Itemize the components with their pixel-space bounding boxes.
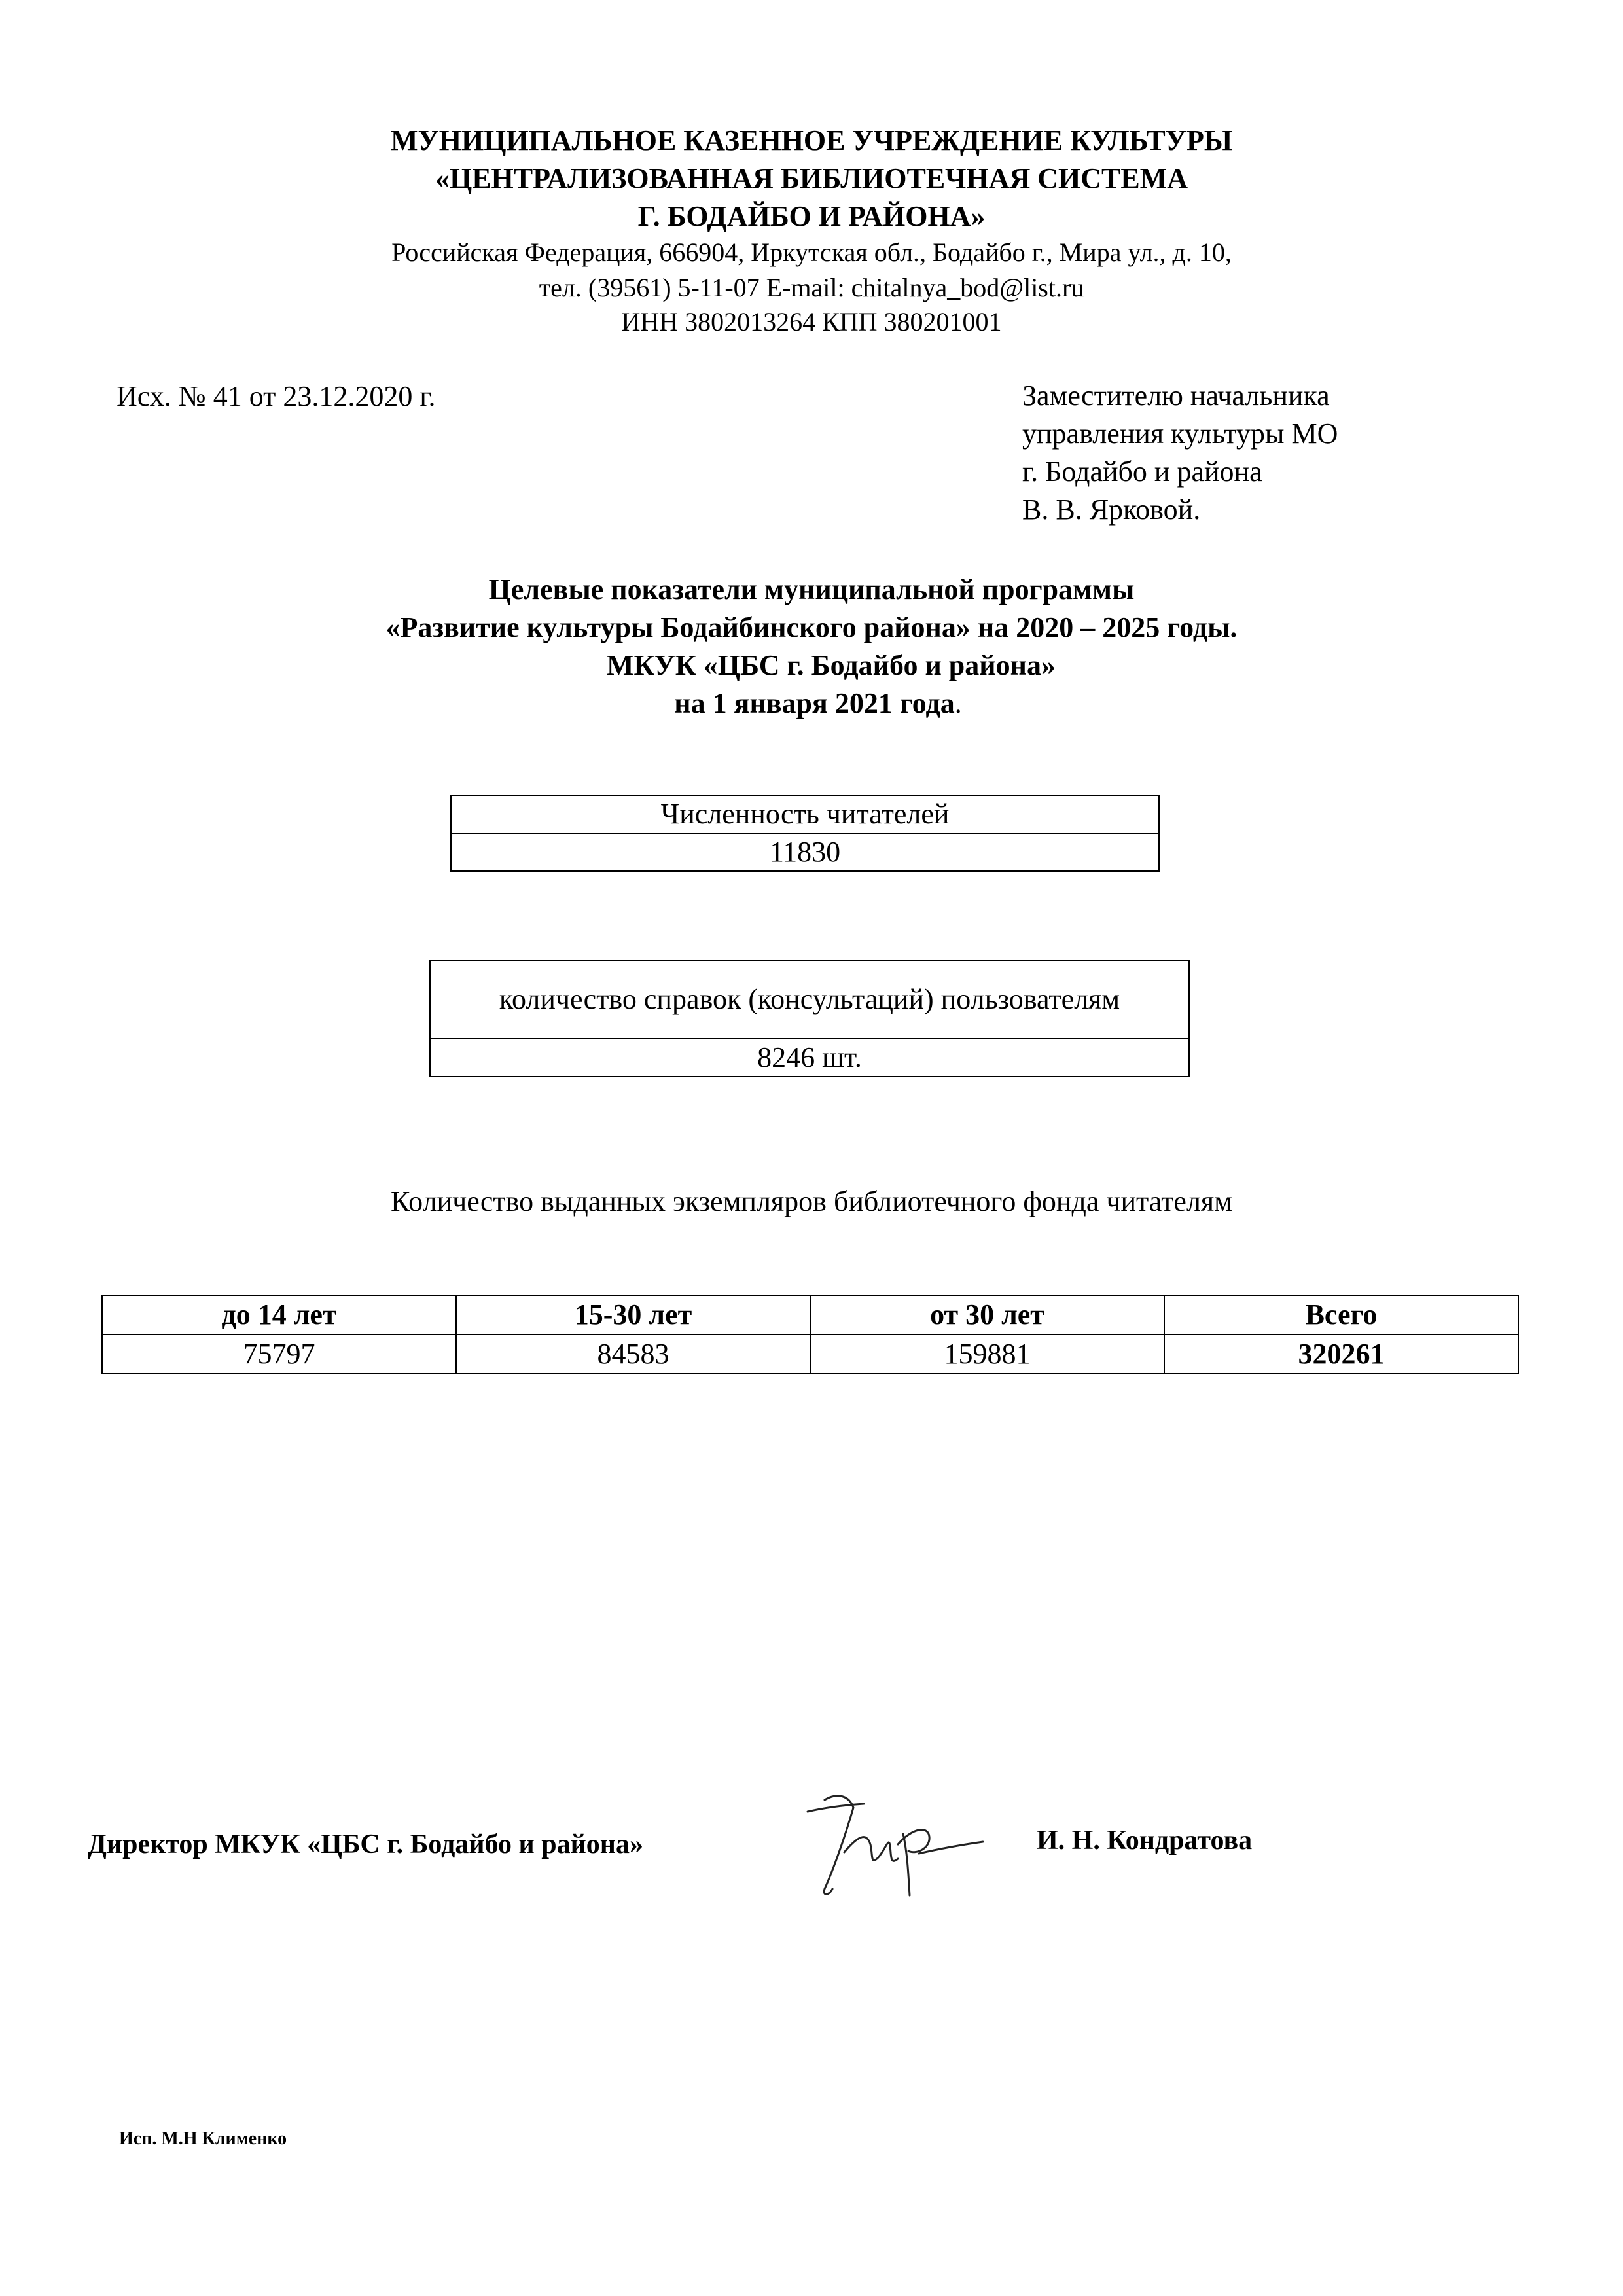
readers-value: 11830: [451, 833, 1159, 871]
addressee-line-3: г. Бодайбо и района: [1022, 456, 1262, 488]
readers-table: [450, 795, 1160, 872]
org-tax-ids: ИНН 3802013264 КПП 380201001: [621, 307, 1002, 336]
references-table: [429, 960, 1190, 1077]
signatory-name: И. Н. Кондратова: [1037, 1825, 1253, 1856]
document-date: на 1 января 2021 года: [674, 687, 955, 719]
org-name-line-2: «ЦЕНТРАЛИЗОВАННАЯ БИБЛИОТЕЧНАЯ СИСТЕМА: [435, 162, 1188, 194]
addressee-line-2: управления культуры МО: [1022, 418, 1338, 450]
org-name-line-3: Г. БОДАЙБО И РАЙОНА»: [637, 200, 986, 232]
org-name-line-1: МУНИЦИПАЛЬНОЕ КАЗЕННОЕ УЧРЕЖДЕНИЕ КУЛЬТУРЫ: [390, 124, 1233, 156]
issued-total-cell: 320261: [1164, 1335, 1518, 1374]
issued-value-row: [102, 1335, 1518, 1374]
document-title-line-1: Целевые показатели муниципальной программы: [488, 573, 1135, 605]
document-title-period: .: [954, 687, 962, 719]
readers-header: Численность читателей: [451, 795, 1159, 833]
issued-caption: Количество выданных экземпляров библиотечного фонда читателям: [391, 1185, 1232, 1217]
issued-header-cell: 15-30 лет: [456, 1295, 810, 1335]
references-header: количество справок (консультаций) пользователям: [430, 960, 1189, 1039]
addressee-line-1: Заместителю начальника: [1022, 380, 1330, 412]
document-title-line-2: «Развитие культуры Бодайбинского района» на 2020 – 2025 годы.: [385, 611, 1238, 643]
issued-value-cell: 84583: [456, 1335, 810, 1374]
signatory-position: Директор МКУК «ЦБС г. Бодайбо и района»: [88, 1829, 643, 1859]
document-title-line-4: [0, 683, 1623, 724]
issued-header-cell: до 14 лет: [102, 1295, 456, 1335]
addressee-block: [1022, 377, 1338, 529]
addressee-line-4: В. В. Ярковой.: [1022, 493, 1201, 526]
org-contacts: тел. (39561) 5-11-07 E-mail: chitalnya_bod@list.ru: [539, 273, 1084, 302]
issued-header-cell: Всего: [1164, 1295, 1518, 1335]
issued-value-cell: 159881: [810, 1335, 1164, 1374]
handwritten-signature: [798, 1774, 988, 1911]
executor-note: Исп. М.Н Клименко: [119, 2128, 287, 2149]
document-title-line-3: МКУК «ЦБС г. Бодайбо и района»: [607, 649, 1056, 681]
issued-header-row: [102, 1295, 1518, 1335]
references-value: 8246 шт.: [430, 1039, 1189, 1077]
outgoing-reference: Исх. № 41 от 23.12.2020 г.: [116, 380, 436, 412]
issued-header-cell: от 30 лет: [810, 1295, 1164, 1335]
issued-value-cell: 75797: [102, 1335, 456, 1374]
org-address: Российская Федерация, 666904, Иркутская обл., Бодайбо г., Мира ул., д. 10,: [391, 238, 1232, 267]
issued-table: [101, 1295, 1519, 1374]
